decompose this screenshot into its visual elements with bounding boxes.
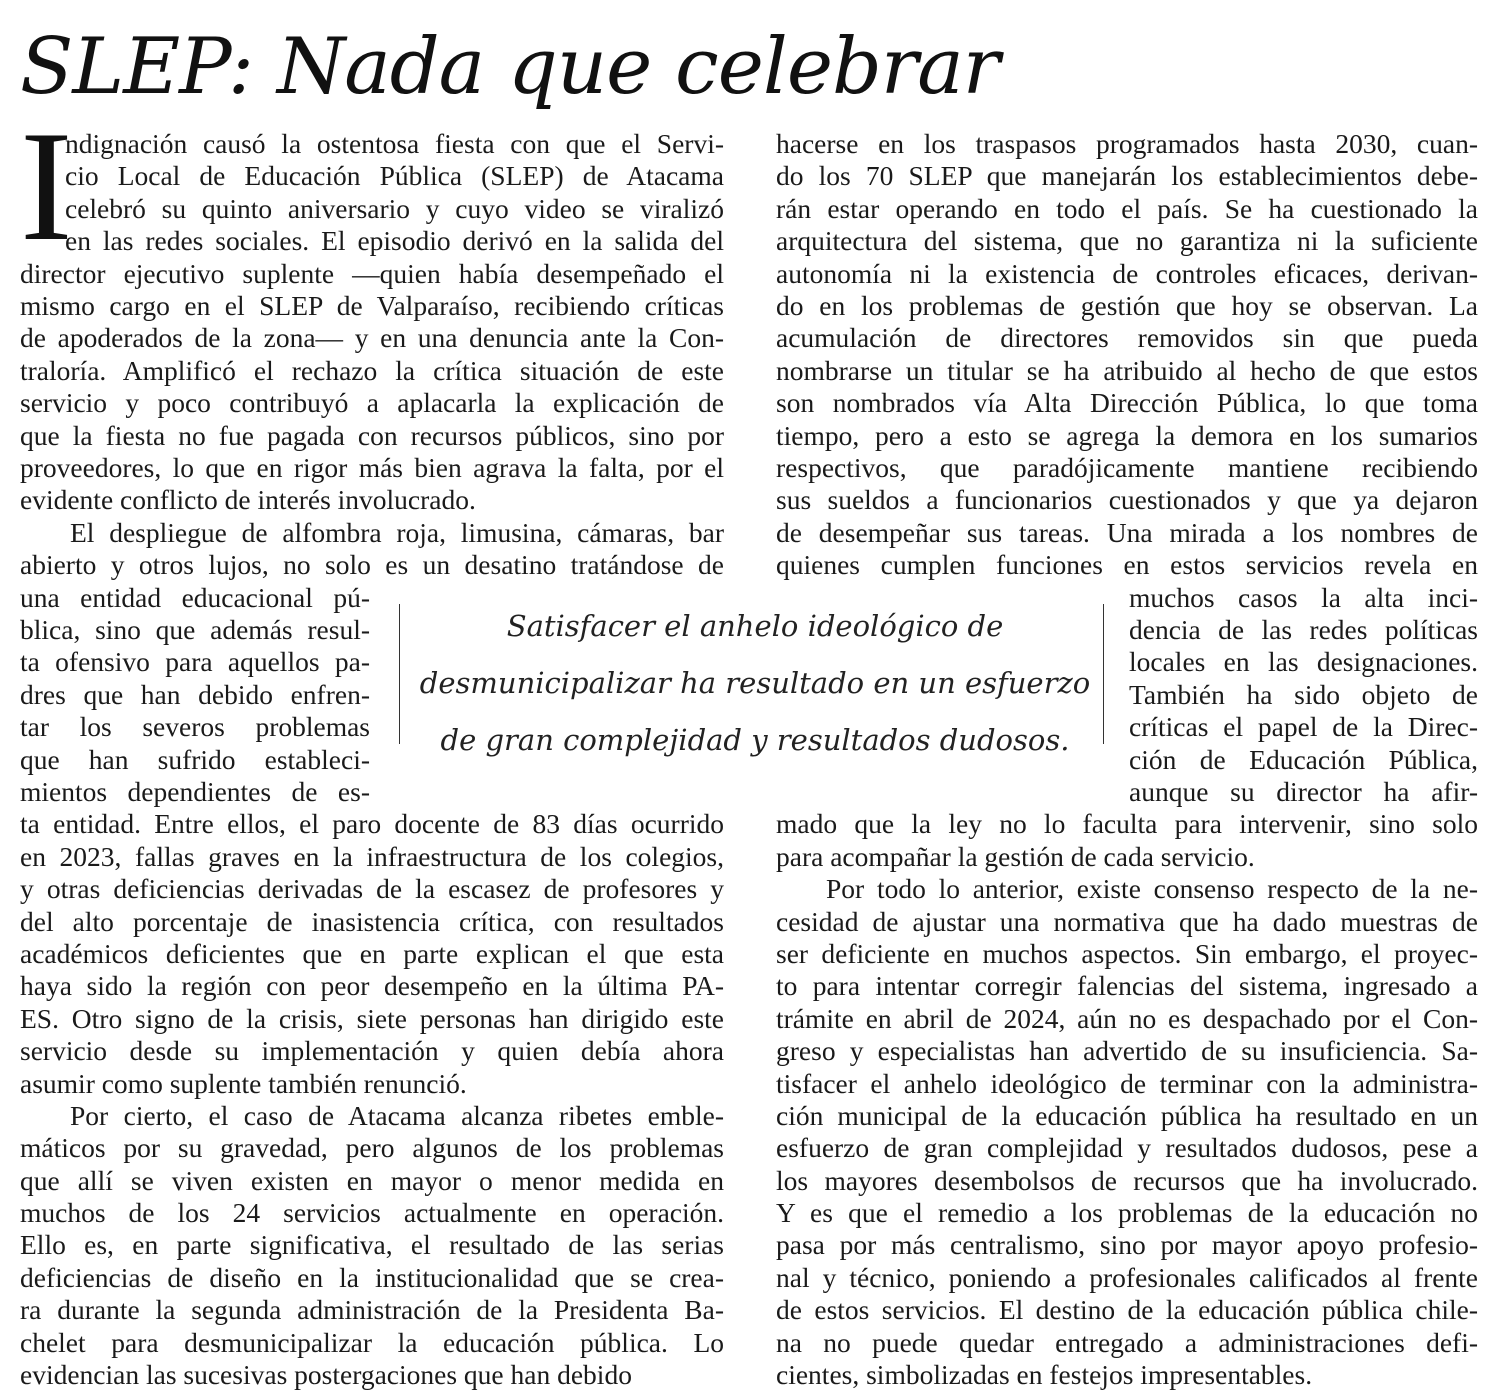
text-line: quienes cumplen funciones en estos servicios revela en [776, 549, 1478, 581]
text-line: cio Local de Educación Pública (SLEP) de Atacama [65, 160, 724, 192]
column-1-wrap [20, 582, 370, 809]
text-line: traloría. Amplificó el rechazo la crítica situación de este [20, 354, 724, 386]
text-line: tar los severos problemas [20, 711, 370, 743]
text-line: director ejecutivo suplente —quien había desempeñado el [20, 257, 724, 289]
text-line: en 2023, fallas graves en la infraestructura de los colegios, [20, 840, 724, 872]
text-line: de apoderados de la zona— y en una denuncia ante la Con- [20, 322, 724, 354]
drop-cap: I [20, 99, 73, 274]
text-line: do los 70 SLEP que manejarán los establecimientos debe- [776, 160, 1478, 192]
pull-quote-rule-left [399, 604, 400, 744]
text-line: ndignación causó la ostentosa fiesta con que el Servi- [65, 128, 724, 159]
text-line: acumulación de directores removidos sin que pueda [776, 322, 1478, 354]
text-line: celebró su quinto aniversario y cuyo video se viralizó [65, 192, 724, 224]
text-line: greso y especialistas han advertido de su insuficiencia. Sa- [776, 1035, 1478, 1067]
text-line: El despliegue de alfombra roja, limusina, cámaras, bar [70, 516, 724, 548]
text-line: para acompañar la gestión de cada servicio. [776, 840, 1255, 872]
text-line: que han sufrido estableci- [20, 743, 370, 775]
text-line: ción municipal de la educación pública ha resultado en un [776, 1099, 1478, 1131]
text-line: ser deficiente en muchos aspectos. Sin embargo, el proyec- [776, 937, 1478, 969]
text-line: locales en las designaciones. [1129, 646, 1478, 678]
text-line: haya sido la región con peor desempeño en la última PA- [20, 970, 724, 1002]
text-line: do en los problemas de gestión que hoy se observan. La [776, 289, 1478, 321]
text-line: mismo cargo en el SLEP de Valparaíso, recibiendo críticas [20, 289, 724, 321]
text-line: abierto y otros lujos, no solo es un desatino tratándose de [20, 549, 724, 581]
text-line: Por todo lo anterior, existe consenso respecto de la ne- [826, 873, 1478, 905]
text-line: Y es que el remedio a los problemas de la educación no [776, 1197, 1478, 1229]
text-line: También ha sido objeto de [1129, 678, 1478, 710]
text-line: blica, sino que además resul- [20, 613, 370, 645]
text-line: Por cierto, el caso de Atacama alcanza ribetes emble- [70, 1099, 724, 1131]
text-line: ción de Educación Pública, [1129, 743, 1478, 775]
text-line: muchos de los 24 servicios actualmente en operación. [20, 1197, 724, 1229]
pull-quote-line: Satisfacer el anhelo ideológico de [506, 609, 1004, 643]
text-line: nombrarse un titular se ha atribuido al hecho de que estos [776, 354, 1478, 386]
text-line: dencia de las redes políticas [1129, 613, 1478, 645]
text-line: rán estar operando en todo el país. Se ha cuestionado la [776, 192, 1478, 224]
text-line: esfuerzo de gran complejidad y resultados dudosos, pese a [776, 1132, 1478, 1164]
text-line: autonomía ni la existencia de controles eficaces, derivan- [776, 257, 1478, 289]
text-line: cientes, simbolizadas en festejos impresentables. [776, 1359, 1313, 1391]
text-line: servicio y poco contribuyó a aplacarla la explicación de [20, 387, 724, 419]
text-line: ta entidad. Entre ellos, el paro docente de 83 días ocurrido [20, 808, 724, 840]
headline: SLEP: Nada que celebrar [20, 22, 1000, 112]
text-line: son nombrados vía Alta Dirección Pública, lo que toma [776, 387, 1478, 419]
text-line: del alto porcentaje de inasistencia crítica, con resultados [20, 905, 724, 937]
text-line: tiempo, pero a esto se agrega la demora en los sumarios [776, 419, 1478, 451]
pull-quote [410, 598, 1100, 769]
text-line: respectivos, que paradójicamente mantiene recibiendo [776, 451, 1478, 483]
text-line: aunque su director ha afir- [1129, 775, 1478, 807]
text-line: dres que han debido enfren- [20, 678, 370, 710]
text-line: una entidad educacional pú- [20, 581, 370, 613]
text-line: que allí se viven existen en mayor o menor medida en [20, 1164, 724, 1196]
text-line: to para intentar corregir falencias del sistema, ingresado a [776, 970, 1478, 1002]
text-line: cesidad de ajustar una normativa que ha dado muestras de [776, 905, 1478, 937]
text-line: tisfacer el anhelo ideológico de terminar con la administra- [776, 1067, 1478, 1099]
column-2-bottom [776, 808, 1478, 1391]
text-line: trámite en abril de 2024, aún no es despachado por el Con- [776, 1002, 1478, 1034]
text-line: deficiencias de diseño en la institucionalidad que se crea- [20, 1261, 724, 1293]
text-line: ra durante la segunda administración de la Presidenta Ba- [20, 1294, 724, 1326]
text-line: asumir como suplente también renunció. [20, 1067, 467, 1099]
column-1-bottom [20, 808, 724, 1391]
text-line: los mayores desembolsos de recursos que ha involucrado. [776, 1164, 1478, 1196]
pull-quote-rule-right [1103, 604, 1104, 744]
text-line: servicio desde su implementación y quien debía ahora [20, 1035, 724, 1067]
text-line: ES. Otro signo de la crisis, siete personas han dirigido este [20, 1002, 724, 1034]
text-line: y otras deficiencias derivadas de la escasez de profesores y [20, 873, 724, 905]
text-line: académicos deficientes que en parte explican el que esta [20, 937, 724, 969]
text-line: hacerse en los traspasos programados hasta 2030, cuan- [776, 128, 1478, 159]
text-line: proveedores, lo que en rigor más bien agrava la falta, por el [20, 451, 724, 483]
text-line: evidencian las sucesivas postergaciones que han debido [20, 1359, 632, 1391]
text-line: muchos casos la alta inci- [1129, 581, 1478, 613]
text-line: de estos servicios. El destino de la educación pública chile- [776, 1294, 1478, 1326]
pull-quote-line: desmunicipalizar ha resultado en un esfuerzo [419, 666, 1091, 700]
text-line: arquitectura del sistema, que no garantiza ni la suficiente [776, 225, 1478, 257]
text-line: chelet para desmunicipalizar la educación pública. Lo [20, 1326, 724, 1358]
text-line: Ello es, en parte significativa, el resultado de las serias [20, 1229, 724, 1261]
text-line: críticas el papel de la Direc- [1129, 711, 1478, 743]
column-2-top [776, 128, 1478, 581]
text-line: máticos por su gravedad, pero algunos de los problemas [20, 1132, 724, 1164]
text-line: na no puede quedar entregado a administraciones defi- [776, 1326, 1478, 1358]
text-line: evidente conflicto de interés involucrado. [20, 484, 476, 516]
text-line: mado que la ley no lo faculta para intervenir, sino solo [776, 808, 1478, 840]
column-2-wrap [1129, 582, 1478, 809]
text-line: mientos dependientes de es- [20, 775, 370, 807]
text-line: sus sueldos a funcionarios cuestionados y que ya dejaron [776, 484, 1478, 516]
text-line: de desempeñar sus tareas. Una mirada a los nombres de [776, 516, 1478, 548]
text-line: ta ofensivo para aquellos pa- [20, 646, 370, 678]
text-line: que la fiesta no fue pagada con recursos públicos, sino por [20, 419, 724, 451]
text-line: pasa por más centralismo, sino por mayor apoyo profesio- [776, 1229, 1478, 1261]
column-1-top [20, 99, 724, 581]
text-line: nal y técnico, poniendo a profesionales calificados al frente [776, 1261, 1478, 1293]
pull-quote-line: de gran complejidad y resultados dudosos. [440, 723, 1070, 757]
text-line: en las redes sociales. El episodio derivó en la salida del [65, 225, 724, 257]
